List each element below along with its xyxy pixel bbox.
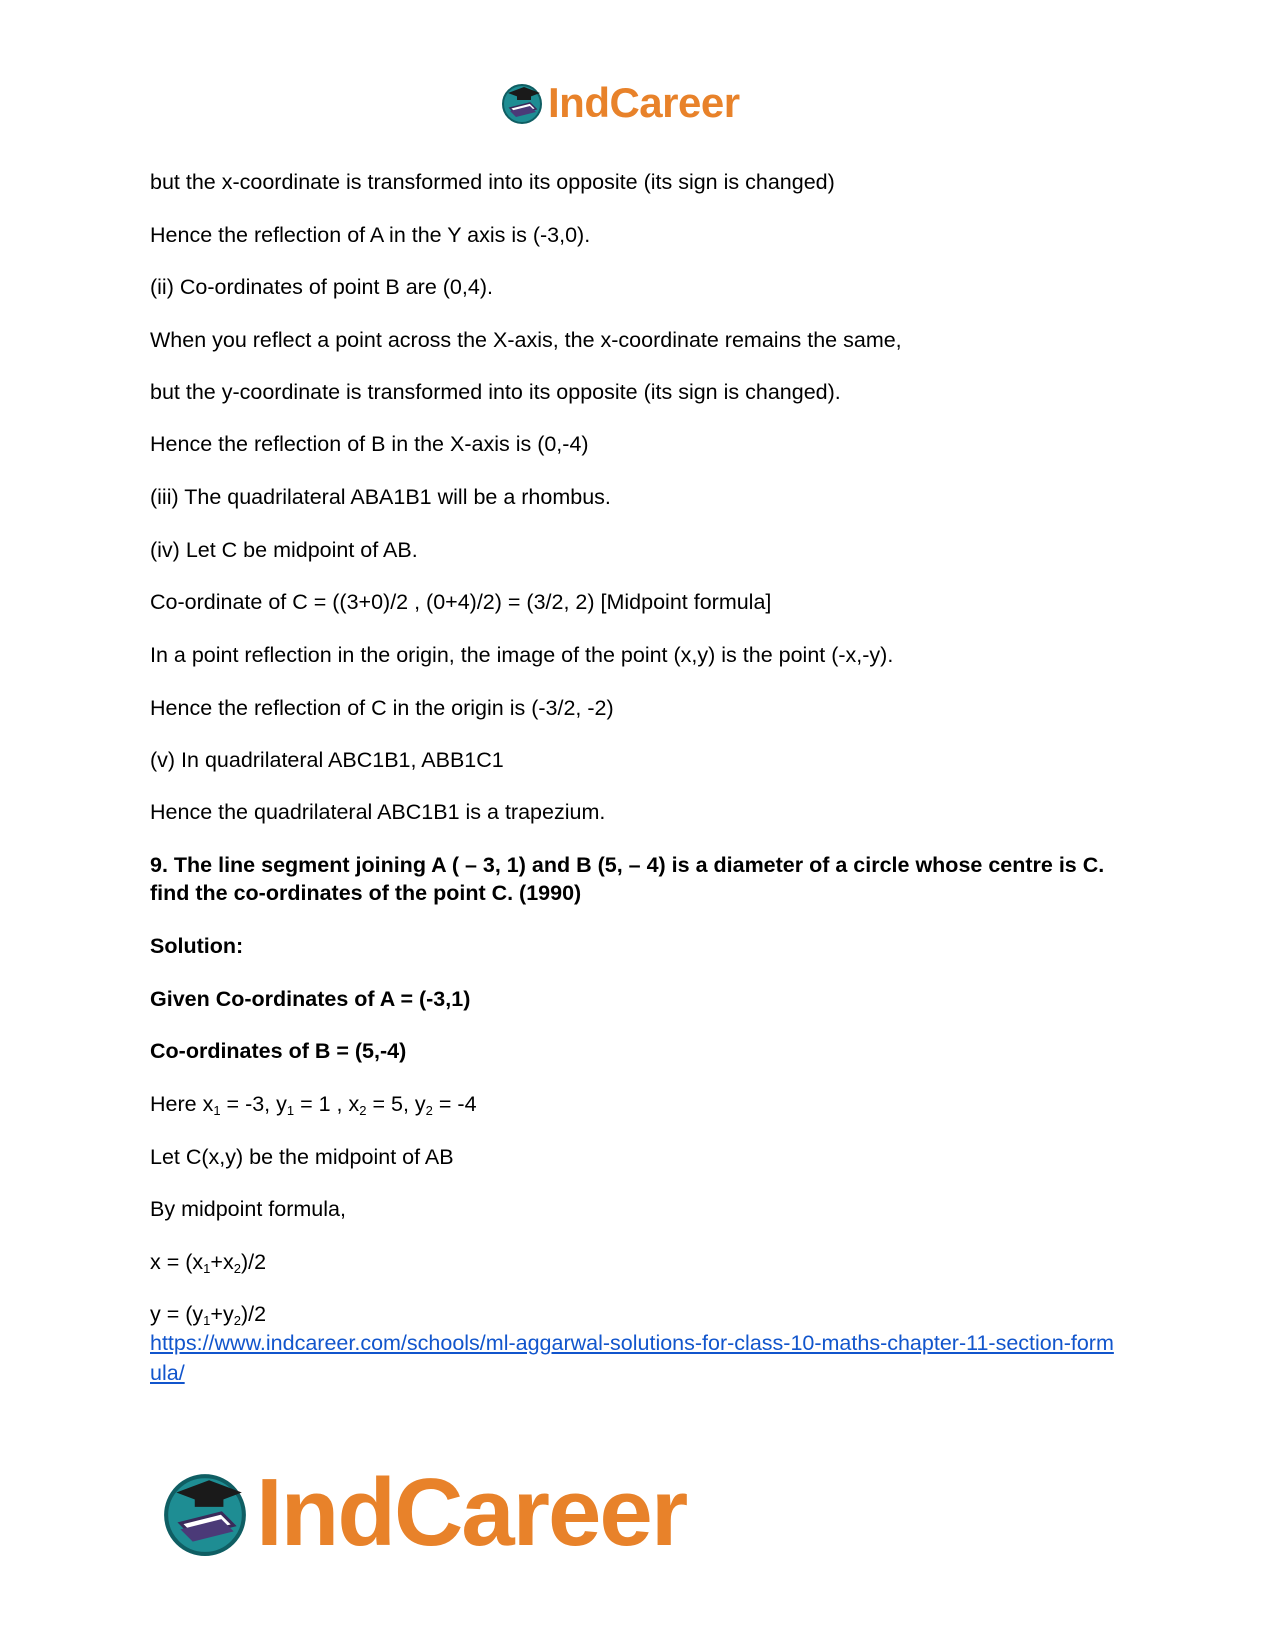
given-b: Co-ordinates of B = (5,-4) [150,1039,407,1063]
let-c-line: Let C(x,y) be the midpoint of AB [150,1145,454,1169]
brand-name: IndCareer [548,79,740,126]
graduation-globe-icon [500,81,544,125]
header-logo [500,78,740,128]
graduation-globe-icon [160,1468,250,1558]
text-line: but the x-coordinate is transformed into its opposite (its sign is changed) [150,170,835,194]
brand-name: IndCareer [256,1459,687,1566]
text-line: When you reflect a point across the X-axis, the x-coordinate remains the same, [150,328,902,352]
text-line: (v) In quadrilateral ABC1B1, ABB1C1 [150,748,504,772]
text-line: but the y-coordinate is transformed into its opposite (its sign is changed). [150,380,841,404]
text-line: Hence the reflection of B in the X-axis is (0,-4) [150,432,589,456]
text-line: Hence the reflection of C in the origin is (-3/2, -2) [150,696,614,720]
text-line: In a point reflection in the origin, the image of the point (x,y) is the point (-x,-y). [150,643,894,667]
text-line: (ii) Co-ordinates of point B are (0,4). [150,275,493,299]
source-link[interactable]: https://www.indcareer.com/schools/ml-aggarwal-solutions-for-class-10-maths-chapter-11-section-formula/ [150,1331,1114,1385]
question-heading: 9. The line segment joining A ( – 3, 1) and B (5, – 4) is a diameter of a circle whose centre is C. find the co-ordinates of the point C. (1990) [150,853,1105,905]
footer-logo [160,1458,686,1568]
text-line: Co-ordinate of C = ((3+0)/2 , (0+4)/2) = (3/2, 2) [Midpoint formula] [150,590,772,614]
text-line: (iv) Let C be midpoint of AB. [150,538,418,562]
solution-label: Solution: [150,934,244,958]
text-line: Hence the quadrilateral ABC1B1 is a trapezium. [150,800,606,824]
text-line: (iii) The quadrilateral ABA1B1 will be a rhombus. [150,485,611,509]
y-formula: $y = (y_1+y_2)/2$ [150,1302,267,1328]
x-formula: $x = (x_1+x_2)/2$ [150,1250,267,1276]
text-line: Hence the reflection of A in the Y axis is (-3,0). [150,223,591,247]
given-a: Given Co-ordinates of A = (-3,1) [150,987,471,1011]
by-midpoint-line: By midpoint formula, [150,1197,346,1221]
here-values: Here $x_1 = -3$, $y_1 = 1$ , $x_2 = 5$, $y_2 = -4$ [150,1092,477,1118]
